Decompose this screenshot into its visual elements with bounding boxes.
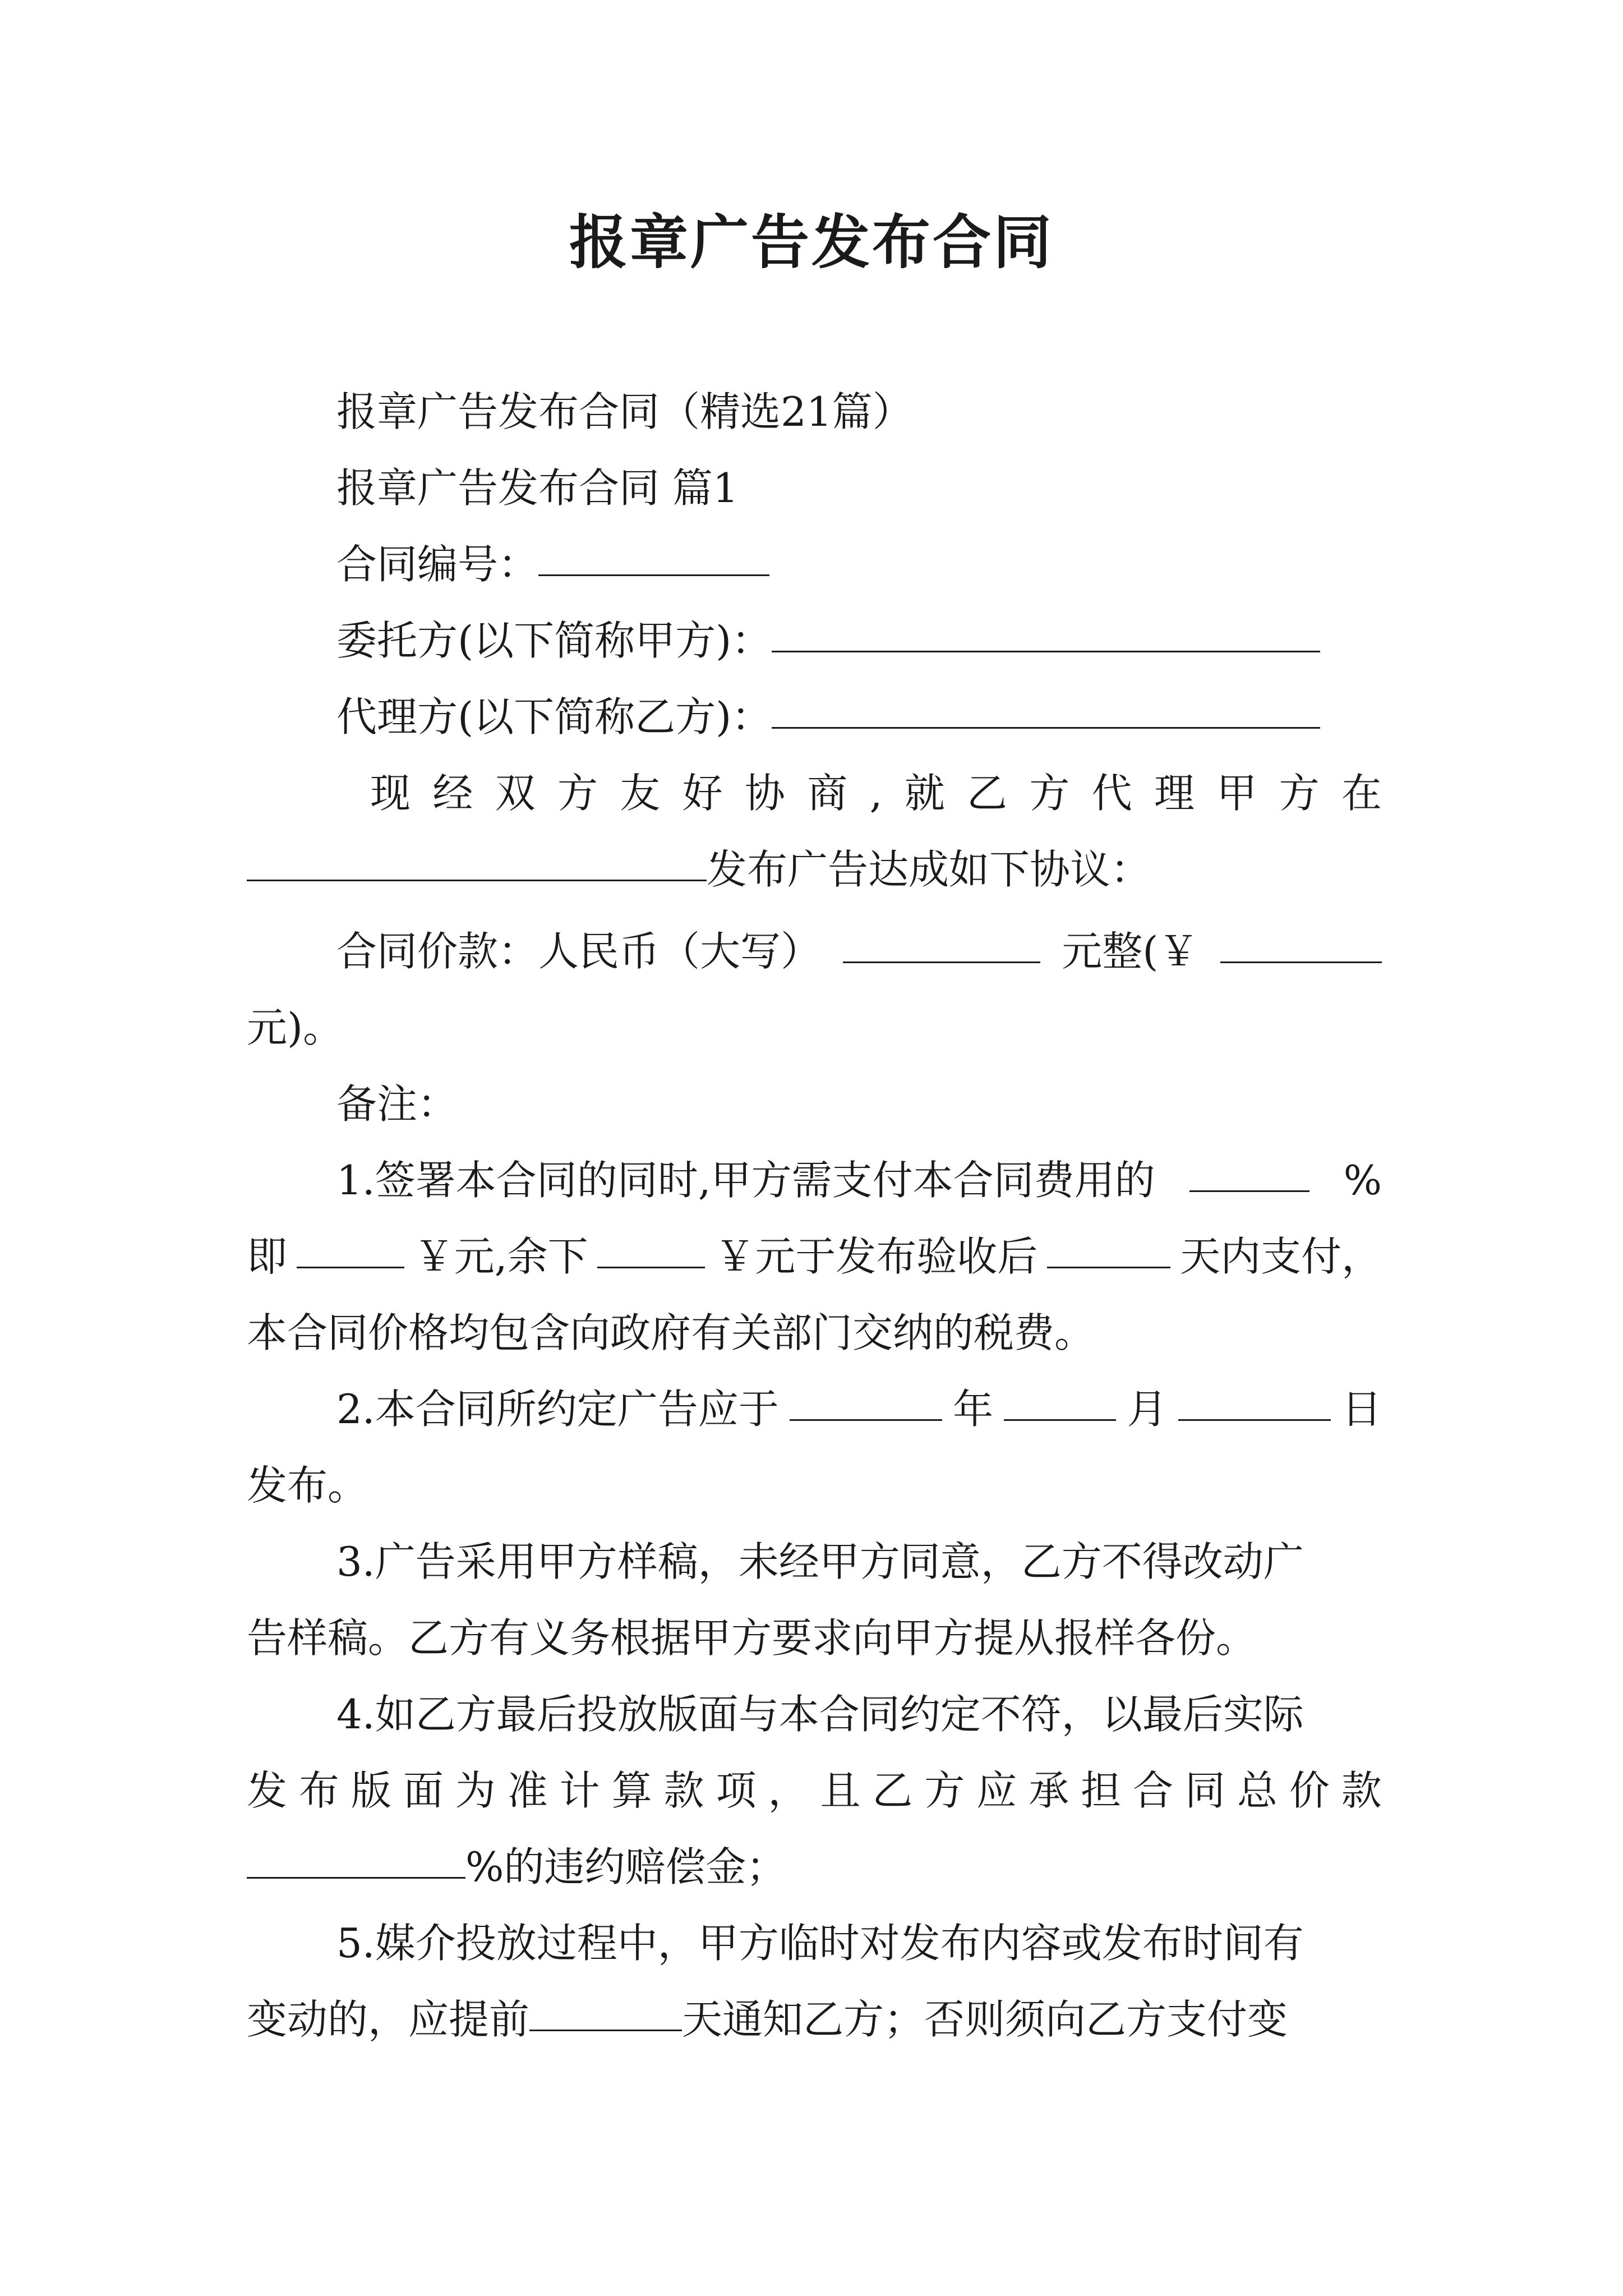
month-blank bbox=[1004, 1419, 1116, 1421]
percent-blank bbox=[1189, 1190, 1310, 1192]
clause-4-line-3-text: %的违约赔偿金； bbox=[465, 1843, 787, 1890]
contract-no-blank bbox=[538, 574, 769, 576]
intro-char: , bbox=[869, 770, 883, 817]
price-line-2: 元)。 bbox=[247, 1004, 344, 1051]
intro-char: 方 bbox=[1279, 770, 1320, 817]
price-yuan-label: 元整(￥ bbox=[1062, 928, 1199, 975]
intro-char: 理 bbox=[1154, 770, 1195, 817]
percent-sign: % bbox=[1343, 1157, 1382, 1204]
clause-5-text-b: 天通知乙方；否则须向乙方支付变 bbox=[682, 1996, 1288, 2043]
clause-4-char: 合 bbox=[1132, 1767, 1173, 1814]
clause-4-char: 款 bbox=[663, 1767, 704, 1814]
clause-2-line-2: 发布。 bbox=[247, 1462, 368, 1509]
month-label: 月 bbox=[1127, 1386, 1168, 1433]
clause-4-line-3 bbox=[247, 1839, 786, 1895]
price-words-blank bbox=[843, 961, 1040, 963]
clause-4-char: 算 bbox=[611, 1767, 652, 1814]
clause-4-char: 准 bbox=[507, 1767, 548, 1814]
clause-4-char: 价 bbox=[1289, 1767, 1330, 1814]
clause-4-char: 计 bbox=[559, 1767, 600, 1814]
clause-1-remaining-label: ￥元,余下 bbox=[413, 1233, 588, 1280]
clause-4-char: 担 bbox=[1081, 1767, 1122, 1814]
price-label: 合同价款：人民币（大写） bbox=[336, 928, 822, 975]
contract-no-line bbox=[336, 536, 769, 592]
intro-char: 商 bbox=[807, 770, 848, 817]
down-payment-blank bbox=[297, 1266, 404, 1268]
document-title: 报章广告发布合同 bbox=[569, 208, 1054, 277]
intro-char: 友 bbox=[620, 770, 661, 817]
intro-char: 乙 bbox=[967, 770, 1008, 817]
clause-4-char: 为 bbox=[455, 1767, 496, 1814]
intro-line-2 bbox=[247, 841, 1151, 898]
clause-4-char: 布 bbox=[298, 1767, 339, 1814]
day-blank bbox=[1178, 1419, 1331, 1421]
clause-1-line-3: 本合同价格均包含向政府有关部门交纳的税费。 bbox=[247, 1309, 1095, 1356]
clause-4-char: 项 bbox=[716, 1767, 757, 1814]
clause-1-line-2 bbox=[247, 1228, 1382, 1285]
clause-4-char: 乙 bbox=[872, 1767, 913, 1814]
clause-5-text-a: 变动的，应提前 bbox=[247, 1996, 530, 2043]
clause-4-char: 面 bbox=[403, 1767, 444, 1814]
clause-3-line-2: 告样稿。乙方有义务根据甲方要求向甲方提从报样各份。 bbox=[247, 1614, 1257, 1662]
clause-2-text: 2.本合同所约定广告应于 bbox=[336, 1386, 779, 1433]
intro-line-2-text: 发布广告达成如下协议： bbox=[707, 846, 1151, 893]
party-a-line bbox=[336, 613, 1320, 669]
clause-4-char: 承 bbox=[1029, 1767, 1069, 1814]
remarks-label: 备注： bbox=[336, 1080, 458, 1128]
intro-char: 双 bbox=[495, 770, 536, 817]
price-number-blank bbox=[1220, 961, 1382, 963]
clause-4-char: 且 bbox=[820, 1767, 861, 1814]
venue-blank bbox=[247, 879, 707, 881]
price-line-1 bbox=[336, 923, 1382, 979]
clause-1-ji: 即 bbox=[247, 1233, 288, 1280]
clause-4-char: 款 bbox=[1341, 1767, 1382, 1814]
clause-4-line-1: 4.如乙方最后投放版面与本合同约定不符，以最后实际 bbox=[336, 1691, 1304, 1738]
year-label: 年 bbox=[953, 1386, 994, 1433]
notice-days-blank bbox=[529, 2029, 682, 2031]
clause-1-line-1 bbox=[336, 1152, 1382, 1208]
intro-char: 方 bbox=[557, 770, 598, 817]
penalty-percent-blank bbox=[247, 1876, 465, 1879]
clause-3-line-1: 3.广告采用甲方样稿，未经甲方同意，乙方不得改动广 bbox=[336, 1538, 1304, 1585]
party-b-line bbox=[336, 689, 1320, 745]
clause-1-acceptance-label: ￥元于发布验收后 bbox=[714, 1233, 1038, 1280]
clause-4-char: 版 bbox=[351, 1767, 391, 1814]
intro-char: 经 bbox=[432, 770, 473, 817]
day-label: 日 bbox=[1341, 1386, 1382, 1433]
intro-char: 协 bbox=[744, 770, 785, 817]
clause-4-char: 总 bbox=[1237, 1767, 1278, 1814]
clause-4-char: 同 bbox=[1184, 1767, 1225, 1814]
intro-char: 在 bbox=[1341, 770, 1382, 817]
party-a-blank bbox=[772, 650, 1320, 652]
remaining-blank bbox=[597, 1266, 705, 1268]
clause-2-line-1 bbox=[336, 1381, 1382, 1437]
days-blank bbox=[1047, 1266, 1170, 1268]
intro-char: 甲 bbox=[1216, 770, 1257, 817]
contract-no-label: 合同编号： bbox=[336, 541, 539, 588]
section-heading: 报章广告发布合同 篇1 bbox=[336, 464, 739, 512]
intro-char: 代 bbox=[1091, 770, 1132, 817]
year-blank bbox=[790, 1419, 942, 1421]
clause-4-char: 发 bbox=[247, 1767, 288, 1814]
clause-4-char: 应 bbox=[976, 1767, 1017, 1814]
clause-1-text: 1.签署本合同的同时,甲方需支付本合同费用的 bbox=[336, 1157, 1155, 1204]
party-a-label: 委托方(以下简称甲方)： bbox=[336, 617, 772, 664]
intro-char: 方 bbox=[1029, 770, 1070, 817]
intro-char: 就 bbox=[904, 770, 945, 817]
party-b-blank bbox=[772, 726, 1320, 729]
clause-4-line-2 bbox=[247, 1763, 1382, 1819]
clause-1-pay-days-label: 天内支付， bbox=[1179, 1233, 1382, 1280]
intro-char: 现 bbox=[370, 770, 411, 817]
clause-4-char: ， bbox=[768, 1767, 809, 1814]
subtitle: 报章广告发布合同（精选21篇） bbox=[336, 388, 913, 435]
intro-line-1 bbox=[370, 765, 1382, 821]
clause-4-char: 方 bbox=[924, 1767, 965, 1814]
intro-char: 好 bbox=[682, 770, 723, 817]
party-b-label: 代理方(以下简称乙方)： bbox=[336, 693, 772, 740]
clause-5-line-2 bbox=[247, 1991, 1288, 2047]
clause-5-line-1: 5.媒介投放过程中，甲方临时对发布内容或发布时间有 bbox=[336, 1920, 1304, 1967]
